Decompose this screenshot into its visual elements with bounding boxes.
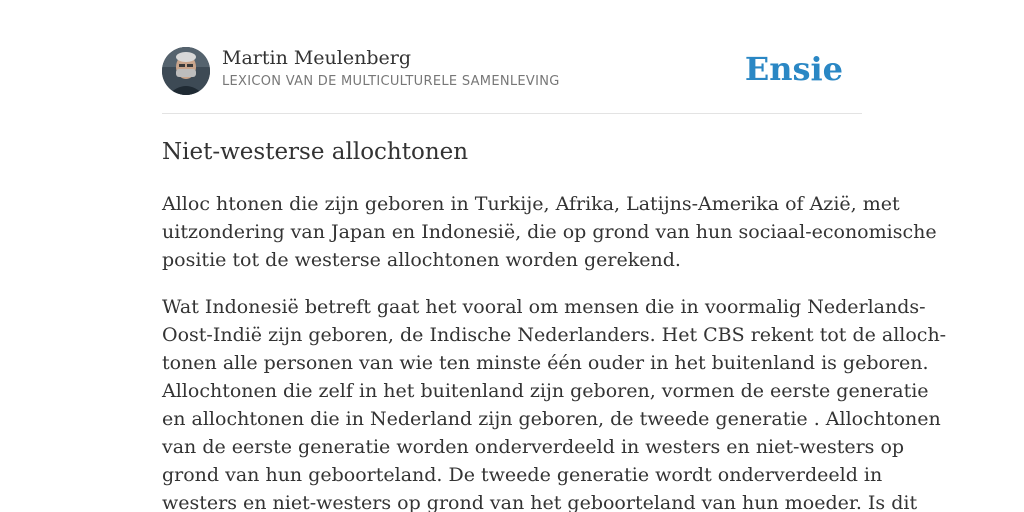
article-body <box>162 190 947 512</box>
text-line: Alloc htonen die zijn geboren in Turkije, Afrika, Latijns-Amerika of Azië, met <box>162 193 900 215</box>
author-photo-icon <box>162 47 210 95</box>
text-line: grond van hun geboorteland. De tweede generatie wordt onderverdeeld in <box>162 464 883 486</box>
text-line: uitzondering van Japan en Indonesië, die op grond van hun sociaal-economische <box>162 221 937 243</box>
article-title: Niet-westerse allochtonen <box>162 139 469 165</box>
text-line: westers en niet-westers op grond van het geboorteland van hun moeder. Is dit <box>162 492 918 512</box>
text-line: Allochtonen die zelf in het buitenland zijn geboren, vormen de eerste generatie <box>162 380 929 402</box>
text-line: tonen alle personen van wie ten minste één ouder in het buitenland is geboren. <box>162 352 929 374</box>
text-line: Wat Indonesië betreft gaat het vooral om mensen die in voormalig Nederlands- <box>162 296 926 318</box>
author-name[interactable]: Martin Meulenberg <box>222 47 411 69</box>
text-line: van de eerste generatie worden onderverdeeld in westers en niet-westers op <box>162 436 905 458</box>
article-paragraph <box>162 190 937 274</box>
text-line: positie tot de westerse allochtonen worden gerekend. <box>162 249 681 271</box>
text-line: Oost-Indië zijn geboren, de Indische Nederlanders. Het CBS rekent tot de alloch- <box>162 324 947 346</box>
ensie-logo[interactable]: Ensie <box>744 50 843 88</box>
article-paragraph <box>162 293 947 512</box>
author-avatar[interactable] <box>162 47 210 95</box>
article-header <box>162 46 862 114</box>
publication-name[interactable]: LEXICON VAN DE MULTICULTURELE SAMENLEVING <box>222 74 560 89</box>
text-line: en allochtonen die in Nederland zijn geboren, de tweede generatie . Allochtonen <box>162 408 941 430</box>
